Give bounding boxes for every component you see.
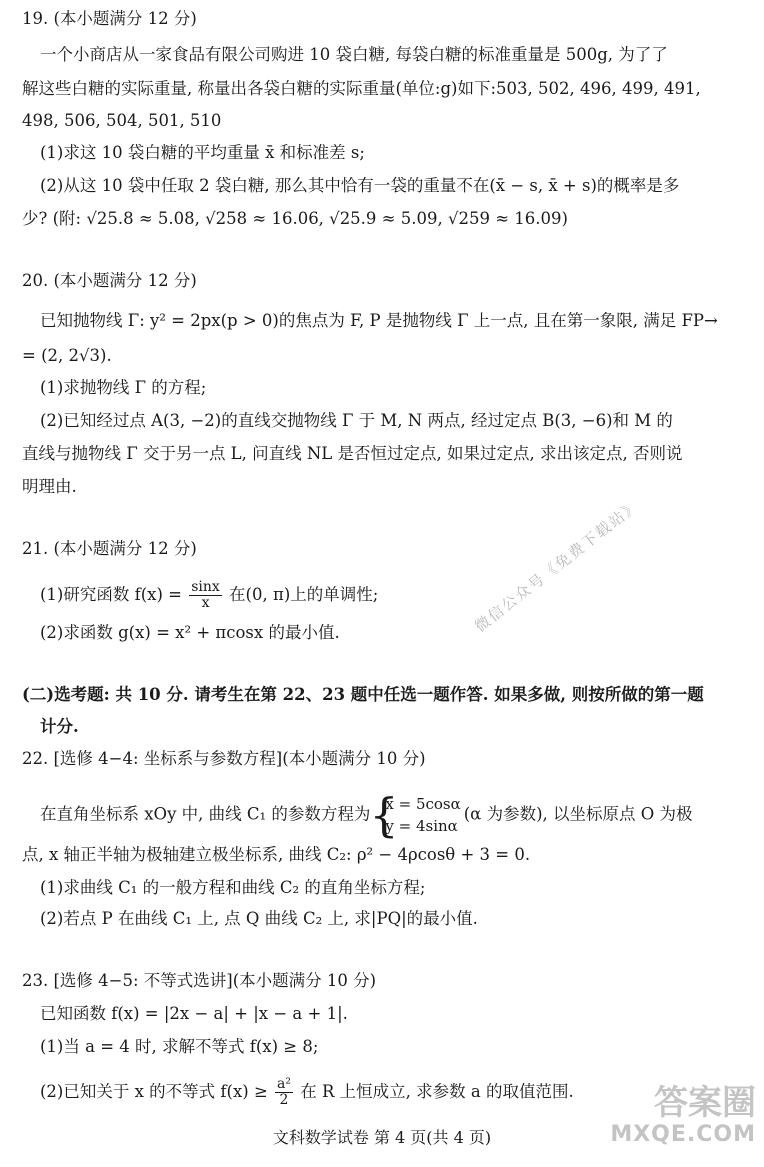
q20-sub-2c: 明理由. (22, 477, 77, 496)
q23-title: 23. [选修 4−5: 不等式选讲](本小题满分 10 分) (22, 971, 377, 990)
q21-frac-num: sinx (191, 579, 220, 595)
q21-fraction (189, 580, 222, 611)
watermark-text: 微信公众号《免费下载站》 (471, 495, 644, 636)
q19-para-1: 一个小商店从一家食品有限公司购进 10 袋白糖, 每袋白糖的标准重量是 500g, 为了了 (40, 45, 668, 64)
q22-param-equations (373, 793, 460, 837)
q21-sub-1-pre: (1)研究函数 f(x) = (40, 585, 188, 604)
q22-para-1 (40, 793, 742, 837)
q22-sub-2: (2)若点 P 在曲线 C₁ 上, 点 Q 曲线 C₂ 上, 求|PQ|的最小值. (40, 909, 478, 928)
q22-eq-x: { x = 5cosα (385, 795, 461, 813)
q19-sub-2b: 少? (附: √25.8 ≈ 5.08, √258 ≈ 16.06, √25.9 ≈ 5.09, √259 ≈ 16.09) (22, 209, 568, 228)
q22-para-1-pre: 在直角坐标系 xOy 中, 曲线 C₁ 的参数方程为 (40, 804, 371, 824)
q21-sub-2: (2)求函数 g(x) = x² + πcosx 的最小值. (40, 623, 340, 642)
section-2-line-1: (二)选考题: 共 10 分. 请考生在第 22、23 题中任选一题作答. 如果多做, 则按所做的第一题 (22, 685, 704, 704)
q22-eq-y: y = 4sinα (385, 817, 458, 835)
q22-para-2: 点, x 轴正半轴为极轴建立极坐标系, 曲线 C₂: ρ² − 4ρcosθ + 3 = 0. (22, 845, 531, 864)
q23-fraction (275, 1077, 293, 1108)
q23-sub-1: (1)当 a = 4 时, 求解不等式 f(x) ≥ 8; (40, 1037, 319, 1056)
q23-sub-2-pre: (2)已知关于 x 的不等式 f(x) ≥ (40, 1082, 274, 1101)
q21-sub-1-post: 在(0, π)上的单调性; (223, 585, 379, 604)
page-footer: 文科数学试卷 第 4 页(共 4 页) (272, 1128, 492, 1147)
q19-sub-2a: (2)从这 10 袋中任取 2 袋白糖, 那么其中恰有一袋的重量不在(x̄ − s, x̄ + s)的概率是多 (40, 176, 680, 195)
q23-para-1: 已知函数 f(x) = |2x − a| + |x − a + 1|. (40, 1004, 348, 1023)
q19-title: 19. (本小题满分 12 分) (22, 9, 197, 28)
q20-title: 20. (本小题满分 12 分) (22, 271, 197, 290)
q20-para-2: = (2, 2√3). (22, 346, 112, 365)
q19-para-3: 498, 506, 504, 501, 510 (22, 111, 222, 130)
q21-frac-den: x (201, 595, 210, 611)
q20-para-1: 已知抛物线 Γ: y² = 2px(p > 0)的焦点为 F, P 是抛物线 Γ 上一点, 且在第一象限, 满足 FP→ (40, 311, 718, 330)
q22-title: 22. [选修 4−4: 坐标系与参数方程](本小题满分 10 分) (22, 749, 426, 768)
q19-para-2: 解这些白糖的实际重量, 称量出各袋白糖的实际重量(单位:g)如下:503, 502, 496, 499, 491, (22, 79, 701, 98)
q22-sub-1: (1)求曲线 C₁ 的一般方程和曲线 C₂ 的直角坐标方程; (40, 878, 426, 897)
q20-sub-2a: (2)已知经过点 A(3, −2)的直线交抛物线 Γ 于 M, N 两点, 经过定点 B(3, −6)和 M 的 (40, 411, 673, 430)
q20-sub-1: (1)求抛物线 Γ 的方程; (40, 378, 207, 397)
logo-bottom: MXQE.COM (610, 1122, 756, 1147)
q22-para-1-post: (α 为参数), 以坐标原点 O 为极 (463, 804, 693, 824)
q23-frac-num: a² (277, 1076, 291, 1092)
q20-sub-2b: 直线与抛物线 Γ 交于另一点 L, 问直线 NL 是否恒过定点, 如果过定点, 求出该定点, 否则说 (22, 444, 683, 463)
q23-sub-2-post: 在 R 上恒成立, 求参数 a 的取值范围. (294, 1082, 574, 1101)
logo-top: 答案圈 (654, 1083, 756, 1123)
q21-sub-1 (40, 580, 742, 611)
section-2-line-2: 计分. (40, 717, 79, 736)
q19-sub-1: (1)求这 10 袋白糖的平均重量 x̄ 和标准差 s; (40, 143, 365, 162)
q23-frac-den: 2 (279, 1092, 289, 1108)
q21-title: 21. (本小题满分 12 分) (22, 539, 197, 558)
